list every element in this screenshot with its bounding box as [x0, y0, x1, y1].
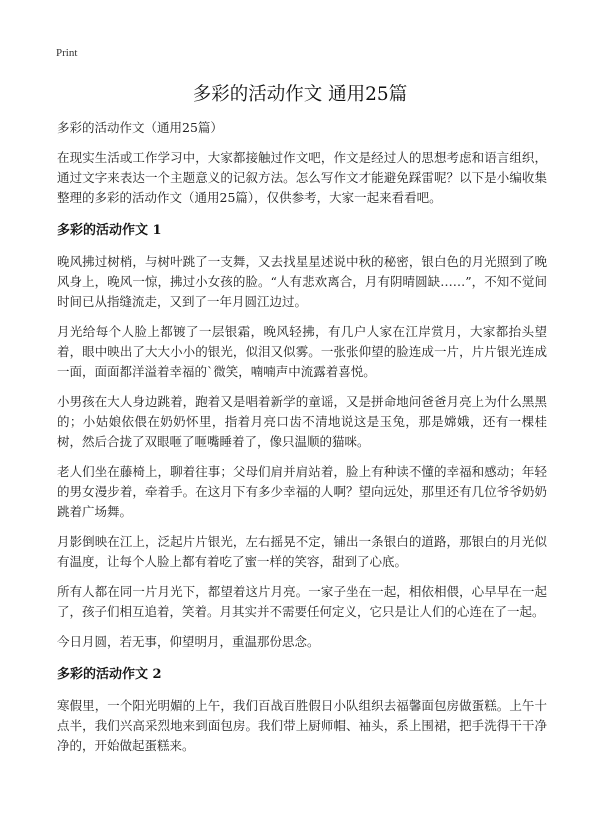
paragraph: 月影倒映在江上，泛起片片银光，左右摇晃不定，铺出一条银白的道路，那银白的月光似有温度，让每个人脸上都有着吃了蜜一样的笑容，甜到了心底。 — [57, 534, 547, 569]
section-heading: 多彩的活动作文 2 — [57, 667, 162, 682]
article-body — [57, 118, 547, 766]
essay-section-1 — [57, 221, 547, 652]
paragraph: 小男孩在大人身边跳着，跑着又是唱着新学的童谣，又是拼命地问爸爸月亮上为什么黑黑的；小姑娘依偎在奶奶怀里，指着月亮口齿不清地说这是玉兔，那是嫦娥，还有一棵桂树，然后合拢了双眼咂了咂嘴睡着了，像只温顺的猫咪。 — [57, 394, 547, 449]
paragraph: 今日月圆，若无事，仰望明月，重温那份思念。 — [57, 634, 320, 649]
paragraph: 所有人都在同一片月光下，都望着这片月亮。一家子坐在一起，相依相偎，心早早在一起了，孩子们相互追着，笑着。月其实并不需要任何定义，它只是让人们的心连在了一起。 — [57, 584, 547, 619]
essay-section-2 — [57, 665, 547, 756]
article-subtitle: 多彩的活动作文（通用25篇） — [57, 120, 223, 135]
intro-paragraph: 在现实生活或工作学习中，大家都接触过作文吧，作文是经过人的思想考虑和语言组织，通过文字来表达一个主题意义的记叙方法。怎么写作文才能避免踩雷呢？以下是小编收集整理的多彩的活动作文（通用25篇），仅供参考，大家一起来看看吧。 — [57, 150, 547, 205]
paragraph: 晚风拂过树梢，与树叶跳了一支舞，又去找星星述说中秋的秘密，银白色的月光照到了晚风身上，晚风一惊，拂过小女孩的脸。“人有悲欢离合，月有阴晴圆缺……”，不知不觉间时间已从指缝流走，又到了一年月圆江边过。 — [57, 254, 547, 309]
page-title: 多彩的活动作文 通用25篇 — [192, 84, 408, 105]
print-link[interactable]: Print — [56, 47, 78, 59]
paragraph: 老人们坐在藤椅上，聊着往事；父母们肩并肩站着，脸上有种读不懂的幸福和感动；年轻的男女漫步着，牵着手。在这月下有多少幸福的人啊？望向远处，那里还有几位爷爷奶奶跳着广场舞。 — [57, 464, 547, 519]
paragraph: 寒假里，一个阳光明媚的上午，我们百战百胜假日小队组织去福馨面包房做蛋糕。上午十点半，我们兴高采烈地来到面包房。我们带上厨师帽、袖头，系上围裙，把手洗得干干净净的，开始做起蛋糕来。 — [57, 698, 547, 753]
section-heading: 多彩的活动作文 1 — [57, 223, 162, 238]
paragraph: 月光给每个人脸上都镀了一层银霜，晚风轻拂，有几户人家在江岸赏月，大家都抬头望着，眼中映出了大大小小的银光，似泪又似雾。一张张仰望的脸连成一片，片片银光连成一面，面面都洋溢着幸福的`微笑，喃喃声中流露着喜悦。 — [57, 324, 547, 379]
